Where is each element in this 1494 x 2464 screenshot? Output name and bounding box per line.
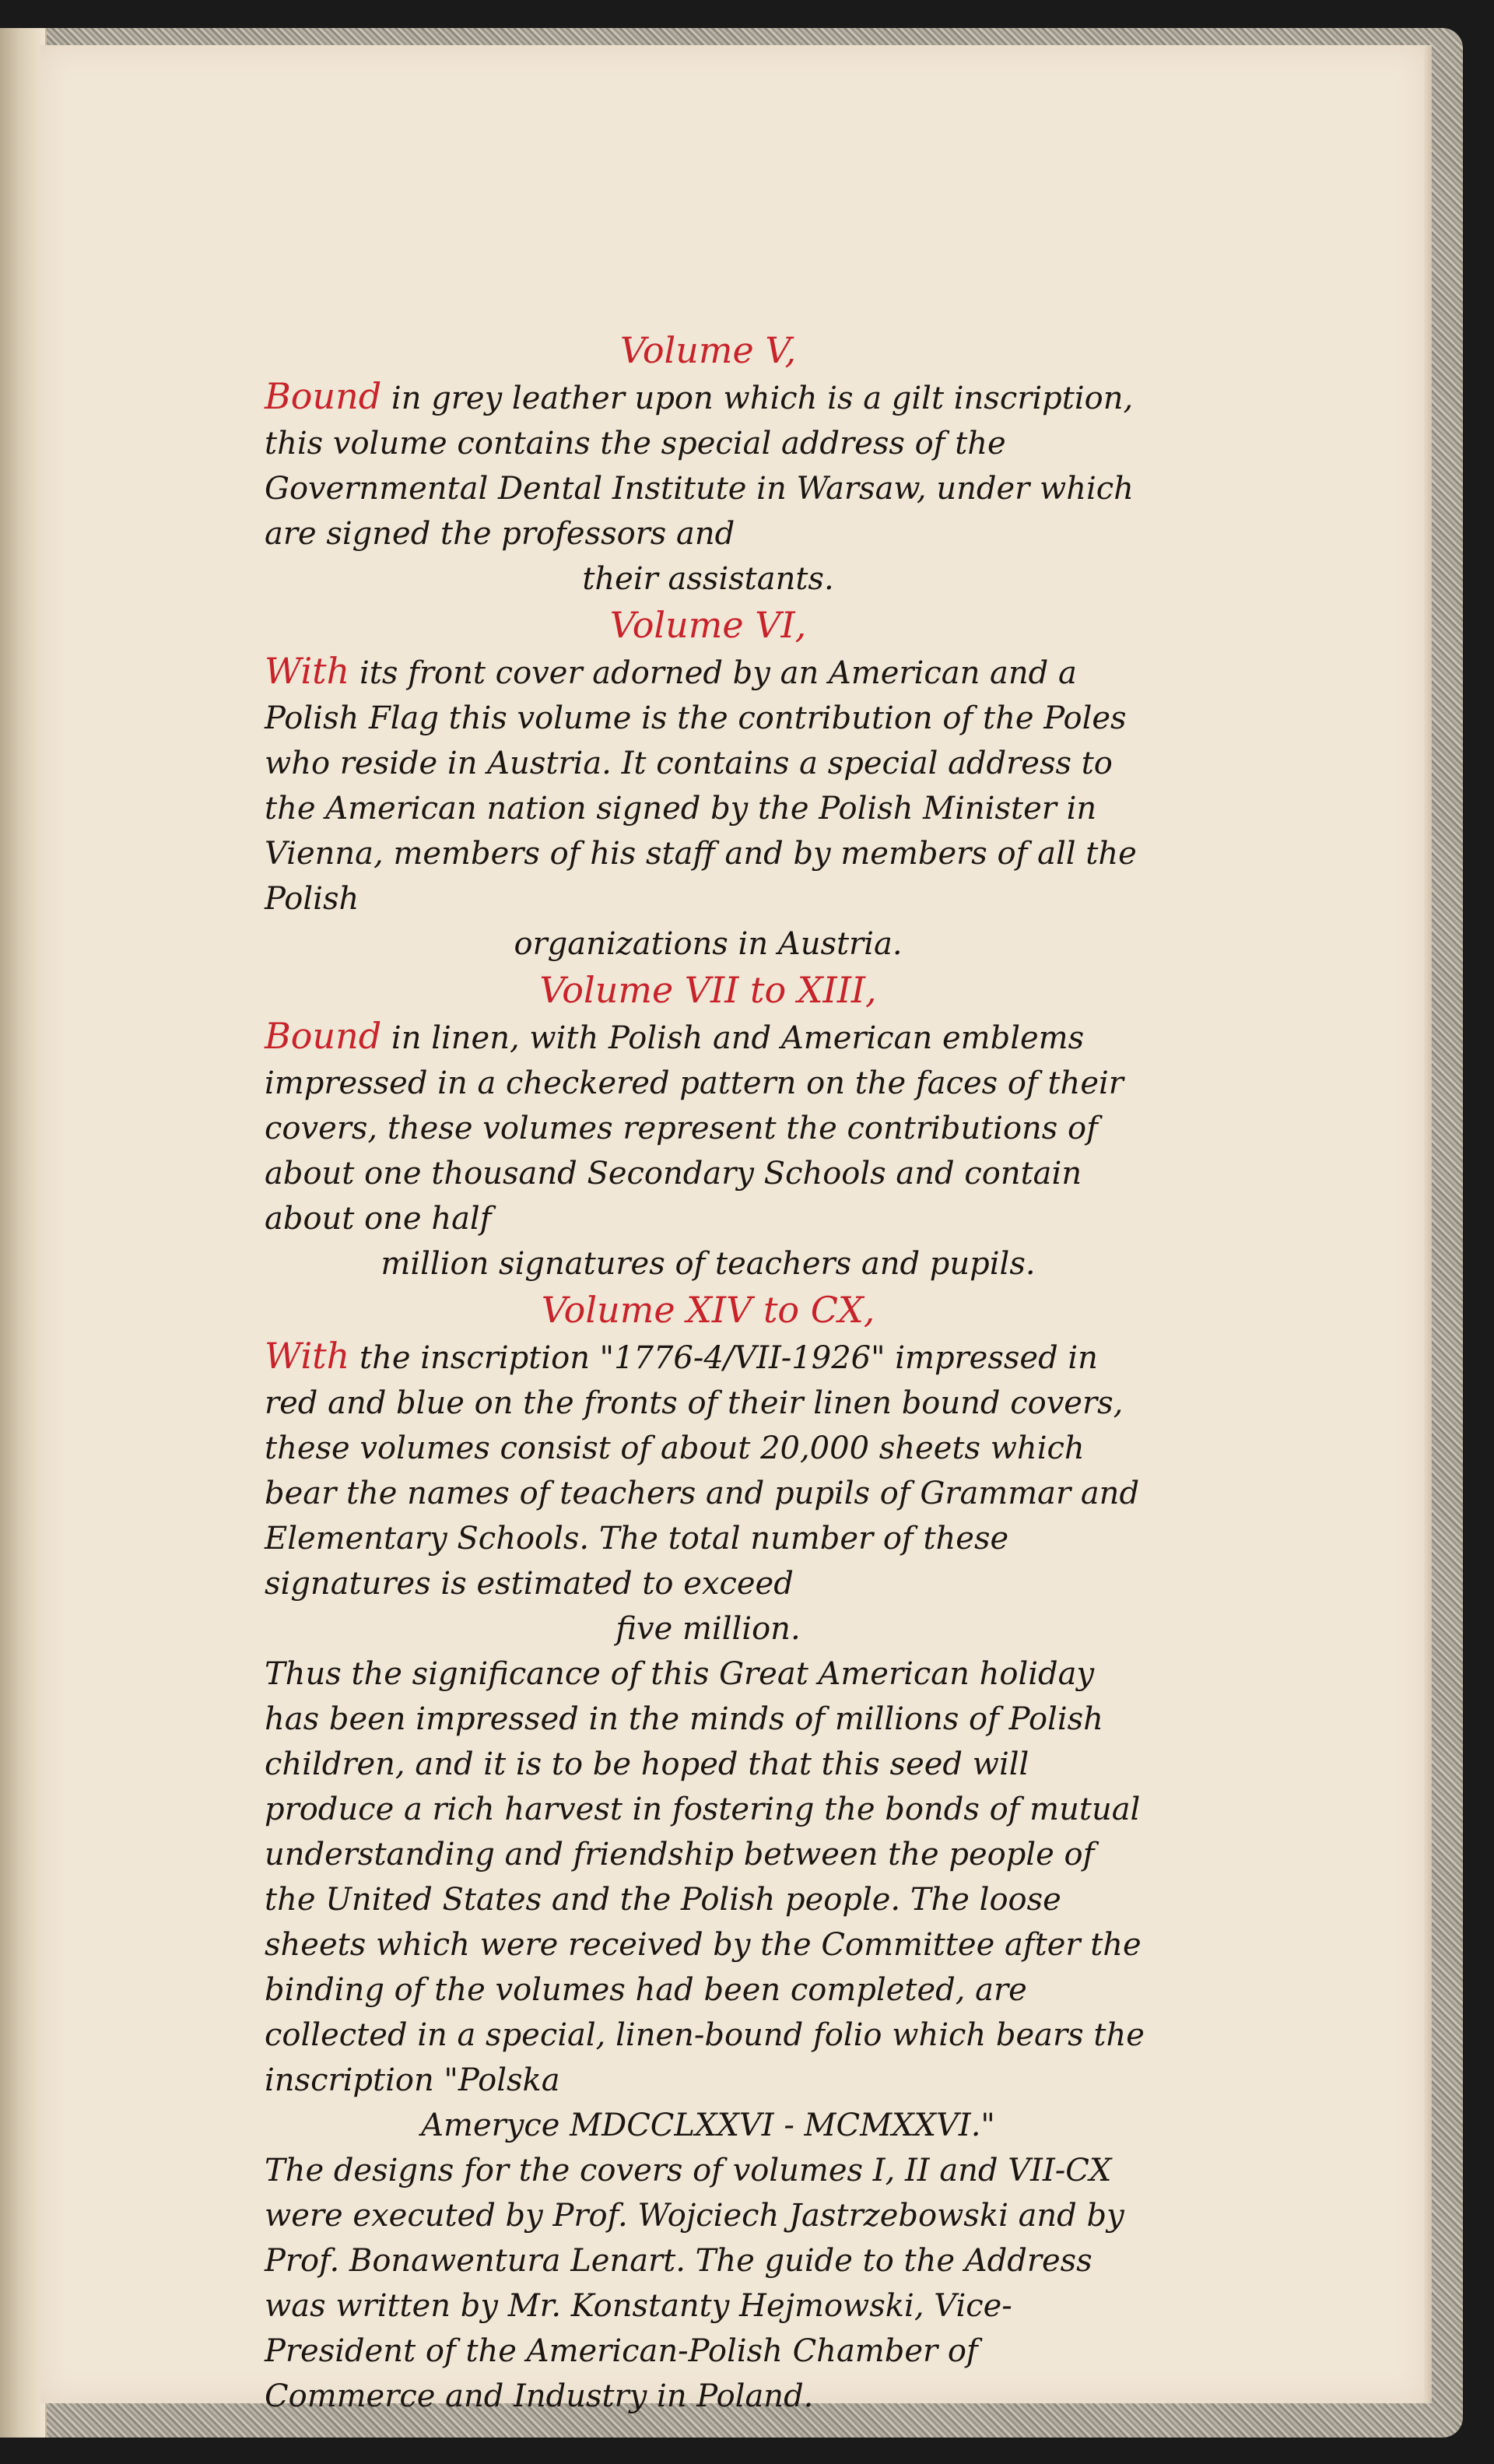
closing-paragraph-significance bbox=[265, 1651, 1152, 2148]
section-heading-volume-xiv-cx: Volume XIV to CX, bbox=[541, 1289, 875, 1331]
paragraph-body: in grey leather upon which is a gilt inscription, this volume contains the special address of the Governmental Dental Institute in Warsaw, under which are signed the professors and bbox=[265, 381, 1134, 552]
section-heading-volume-vii-xiii: Volume VII to XIII, bbox=[539, 969, 877, 1011]
paragraph-body: The designs for the covers of volumes I, II and VII-CX were executed by Prof. Wojciech Jastrzebowski and by Prof. Bonawentura Lenart. The guide to the Address was written by Mr. Konstanty Hejmowski, Vice-President of the American-Polish Chamber of Commerce and Industry in Poland. bbox=[265, 2153, 1124, 2414]
closing-paragraph-credits bbox=[265, 2148, 1152, 2419]
paragraph-body: in linen, with Polish and American emblems impressed in a checkered pattern on the faces of their covers, these volumes represent the contributions of about one thousand Secondary Schools and contain about one half bbox=[265, 1020, 1124, 1237]
section-paragraph-volume-vi bbox=[265, 648, 1152, 967]
paragraph-tail: Ameryce MDCCLXXVI - MCMXXVI." bbox=[421, 2108, 995, 2143]
paragraph-tail: five million. bbox=[615, 1611, 801, 1647]
lead-word: With bbox=[265, 650, 350, 692]
section-heading-volume-v: Volume V, bbox=[619, 329, 797, 371]
section-heading-volume-vi: Volume VI, bbox=[609, 604, 807, 646]
calligraphy-text-block bbox=[265, 327, 1152, 2419]
section-paragraph-volume-xiv-cx bbox=[265, 1333, 1152, 1651]
paragraph-body: its front cover adorned by an American and a Polish Flag this volume is the contribution of the Poles who reside in Austria. It contains a special address to the American nation signed by the Polish Minister in Vienna, members of his staff and by members of all the Polish bbox=[265, 655, 1137, 917]
paragraph-body: Thus the significance of this Great American holiday has been impressed in the minds of millions of Polish children, and it is to be hoped that this seed will produce a rich harvest in fostering the bonds of mutual understanding and friendship between the people of the United States and the Polish people. The loose sheets which were received by the Committee after the binding of the volumes had been completed, are collected in a special, linen-bound folio which bears the inscription "Polska bbox=[265, 1656, 1145, 2098]
paragraph-tail: million signatures of teachers and pupils. bbox=[381, 1246, 1036, 1282]
lead-word: With bbox=[265, 1335, 350, 1377]
lead-word: Bound bbox=[265, 1015, 382, 1057]
book-spine bbox=[0, 28, 47, 2438]
paragraph-tail: their assistants. bbox=[582, 561, 834, 597]
page-edge bbox=[1424, 45, 1432, 2403]
paragraph-body: the inscription "1776-4/VII-1926" impressed in red and blue on the fronts of their linen bound covers, these volumes consist of about 20,000 sheets which bear the names of teachers and pupils of Grammar and Elementary Schools. The total number of these signatures is estimated to exceed bbox=[265, 1340, 1140, 1602]
section-paragraph-volume-vii-xiii bbox=[265, 1013, 1152, 1286]
lead-word: Bound bbox=[265, 375, 382, 417]
section-paragraph-volume-v bbox=[265, 374, 1152, 602]
paragraph-tail: organizations in Austria. bbox=[514, 926, 903, 962]
